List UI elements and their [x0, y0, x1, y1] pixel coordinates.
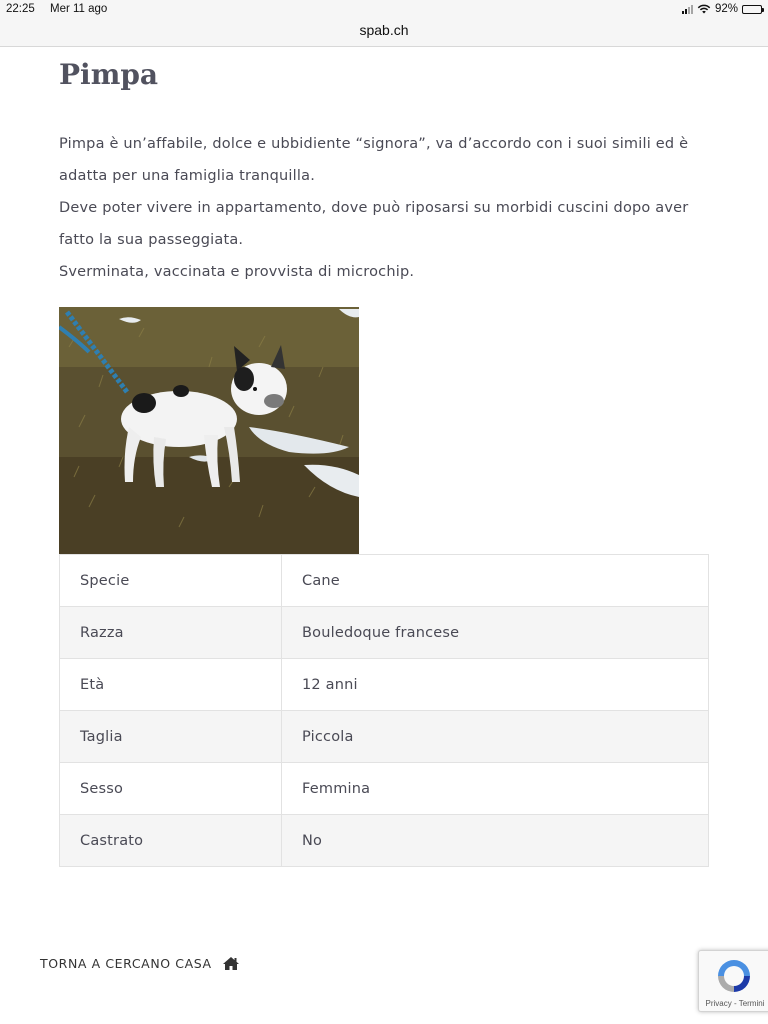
table-row [60, 763, 709, 815]
address-bar[interactable] [0, 20, 768, 47]
dog-photo[interactable] [59, 307, 359, 554]
row-value: Femmina [282, 763, 709, 815]
row-label: Sesso [60, 763, 282, 815]
row-value: Bouledoque francese [282, 607, 709, 659]
recaptcha-badge[interactable] [698, 950, 768, 1012]
wifi-icon [697, 4, 711, 14]
battery-icon [742, 5, 762, 14]
status-time: 22:25 [6, 3, 35, 15]
details-table [59, 554, 709, 867]
recaptcha-footer[interactable]: Privacy - Termini [705, 999, 765, 1008]
row-value: Piccola [282, 711, 709, 763]
row-label: Taglia [60, 711, 282, 763]
page-title: Pimpa [59, 58, 159, 91]
row-value: No [282, 815, 709, 867]
row-label: Specie [60, 555, 282, 607]
row-label: Razza [60, 607, 282, 659]
recaptcha-logo-icon [715, 957, 753, 995]
status-indicators [682, 3, 762, 15]
row-label: Castrato [60, 815, 282, 867]
description [59, 128, 719, 288]
battery-percent: 92% [714, 3, 738, 15]
status-date: Mer 11 ago [50, 3, 108, 15]
table-row [60, 607, 709, 659]
status-bar [0, 0, 768, 20]
row-value: 12 anni [282, 659, 709, 711]
row-value: Cane [282, 555, 709, 607]
description-paragraph: Deve poter vivere in appartamento, dove può riposarsi su morbidi cuscini dopo aver fatto la sua passeggiata. [59, 200, 689, 248]
table-row [60, 815, 709, 867]
description-paragraph: Pimpa è un’affabile, dolce e ubbidiente “signora”, va d’accordo con i suoi simili ed è adatta per una famiglia tranquilla. [59, 136, 689, 184]
row-label: Età [60, 659, 282, 711]
home-icon[interactable] [222, 956, 240, 971]
table-row [60, 659, 709, 711]
back-link-label[interactable]: TORNA A CERCANO CASA [40, 956, 212, 971]
description-paragraph: Sverminata, vaccinata e provvista di microchip. [59, 264, 415, 280]
table-row [60, 711, 709, 763]
signal-icon [682, 5, 693, 14]
table-row [60, 555, 709, 607]
url-text[interactable]: spab.ch [359, 22, 409, 38]
back-to-adoption-link[interactable] [40, 956, 240, 971]
